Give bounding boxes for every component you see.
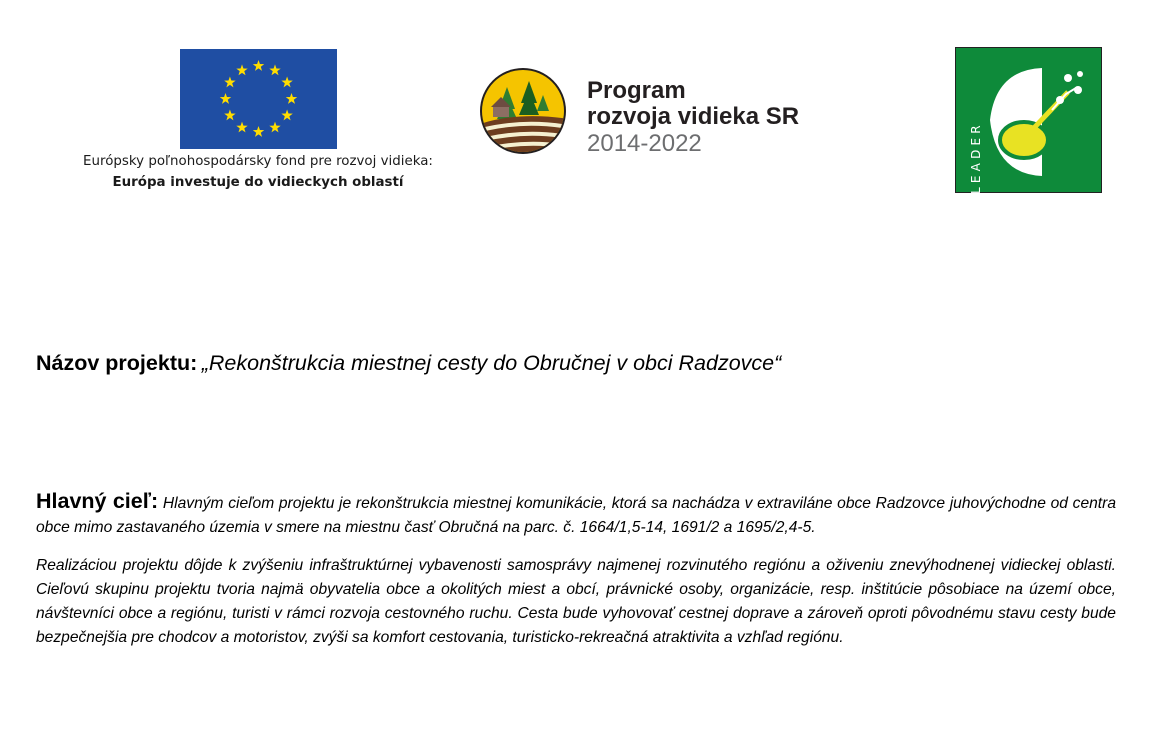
eu-star (286, 93, 297, 104)
project-name (36, 351, 781, 376)
prv-emblem-logo (477, 67, 569, 155)
project-name-label: Názov projektu: (36, 351, 198, 375)
eu-star (236, 122, 247, 133)
eu-star (281, 77, 292, 88)
eu-star (253, 126, 264, 137)
leader-wordmark: LEADER (969, 121, 983, 194)
goal-paragraph-1 (36, 489, 1116, 540)
eu-caption-line2: Európa investuje do vidieckych oblastí (112, 175, 404, 190)
eu-star (236, 64, 247, 75)
main-goal-section (36, 489, 1116, 650)
eu-caption-line1: Európsky poľnohospodársky fond pre rozvoj vidieka: (83, 154, 433, 169)
prv-logo-text (587, 78, 799, 158)
eu-star (224, 77, 235, 88)
eu-star (269, 122, 280, 133)
eu-star (224, 110, 235, 121)
goal-paragraph-1-text: Hlavným cieľom projektu je rekonštrukcia miestnej komunikácie, ktorá sa nachádza v extraviláne obce Radzovce juhovýchodne od centra obce mimo zastavaného územia v smere na miestnu časť Obručná na parc. č. 1664/1,5-14, 1691/2 a 1695/2,4-5. (36, 495, 1117, 536)
eu-star (281, 110, 292, 121)
eu-star (269, 64, 280, 75)
eu-star (220, 93, 231, 104)
goal-paragraph-2: Realizáciou projektu dôjde k zvýšeniu infraštruktúrnej vybavenosti samosprávy najmenej rozvinutého regiónu a oživeniu znevýhodnenej vidieckej oblasti. Cieľovú skupinu projektu tvoria najmä obyvatelia obce a okolitých miest a obcí, právnické osoby, organizácie, resp. inštitúcie pôsobiace na území obce, návštevníci obce a regiónu, turisti v rámci rozvoja cestovného ruchu. Cesta bude vyhovovať cestnej doprave a zároveň oproti pôvodnému stavu cesty bude bezpečnejšia pre chodcov a motoristov, zvýši sa komfort cestovania, turisticko-rekreačná atraktivita a vzhľad regiónu. (36, 557, 1116, 646)
prv-title-line1: Program (587, 77, 686, 104)
eu-star (253, 60, 264, 71)
goal-label: Hlavný cieľ: (36, 489, 159, 513)
prv-years: 2014-2022 (587, 130, 702, 157)
eu-stars-icon (180, 49, 337, 149)
project-name-value: „Rekonštrukcia miestnej cesty do Obručnej v obci Radzovce“ (201, 351, 782, 375)
prv-title-line2: rozvoja vidieka SR (587, 103, 800, 130)
eu-flag-logo (180, 49, 337, 149)
